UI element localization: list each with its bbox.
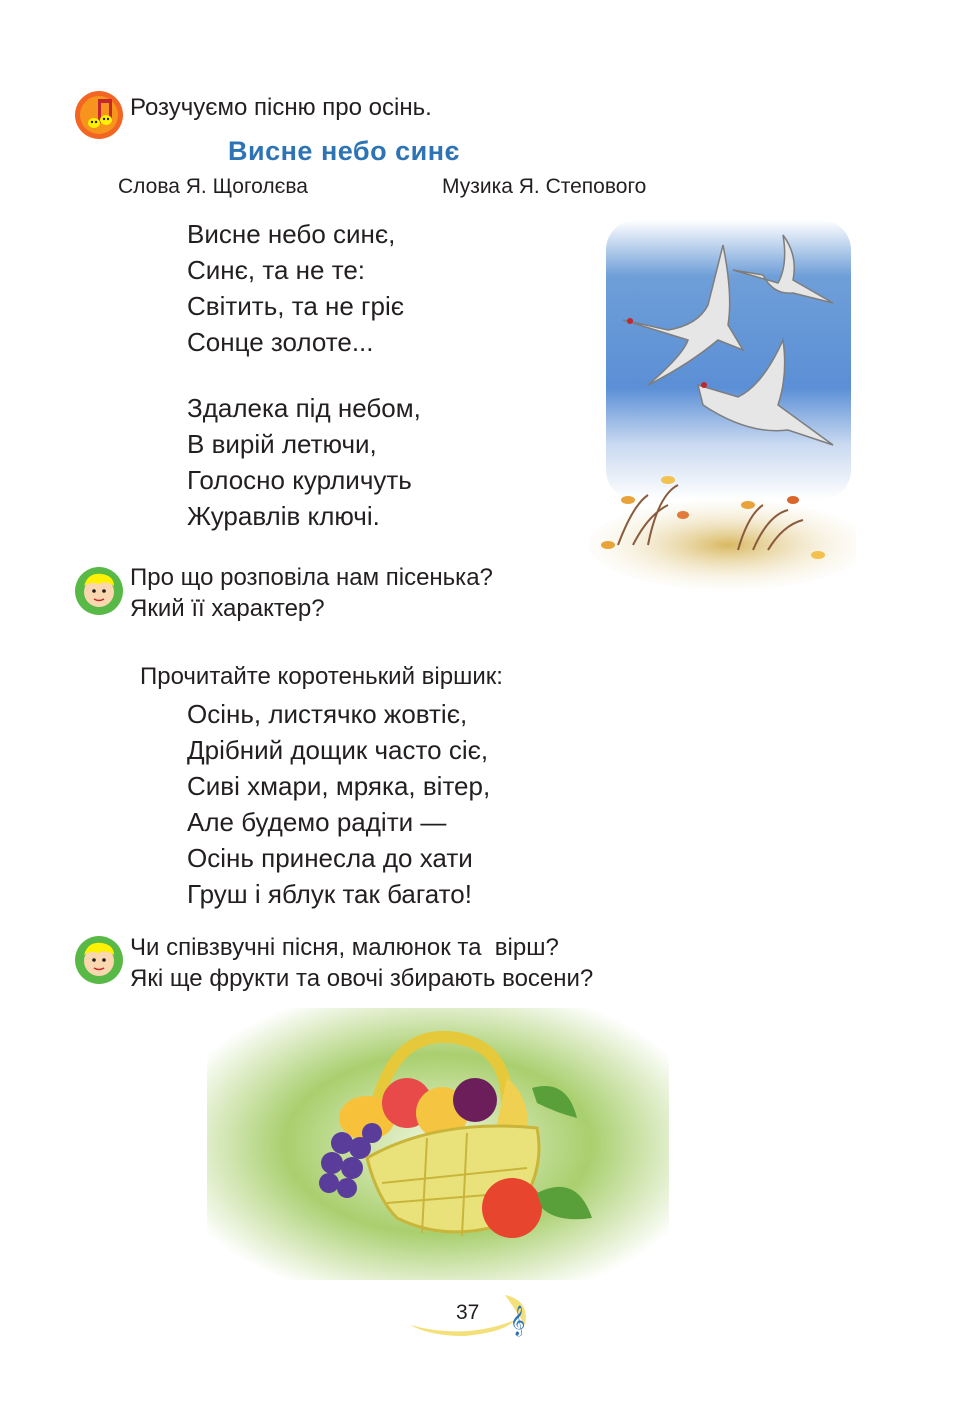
fruit-basket-illustration <box>207 1008 669 1280</box>
poem-line: Сиві хмари, мряка, вітер, <box>187 771 491 801</box>
treble-clef-icon: 𝄞 <box>510 1306 526 1336</box>
song-lyrics <box>187 216 421 534</box>
question-line: Який її характер? <box>130 595 325 622</box>
page-number: 37 <box>456 1301 480 1324</box>
question-line: Які ще фрукти та овочі збирають восени? <box>130 965 594 992</box>
poem-lines <box>187 696 490 912</box>
thinking-boy-icon <box>74 566 124 616</box>
thinking-boy-icon <box>74 935 124 985</box>
lyric-line: Журавлів ключі. <box>187 501 380 531</box>
lyric-line: В вирій летючи, <box>187 429 377 459</box>
lyric-line: Синє, та не те: <box>187 255 366 285</box>
cranes-illustration <box>588 215 856 590</box>
poem-intro: Прочитайте коротенький віршик: <box>140 663 503 690</box>
question-line: Чи співзвучні пісня, малюнок та вірш? <box>130 934 559 961</box>
question-2 <box>130 932 593 994</box>
music-credit: Музика Я. Степового <box>442 175 647 198</box>
lyric-line: Голосно курличуть <box>187 465 412 495</box>
poem-line: Але будемо радіти — <box>187 807 447 837</box>
lyric-line: Сонце золоте... <box>187 327 374 357</box>
poem-line: Осінь, листячко жовтіє, <box>187 699 468 729</box>
poem-line: Груш і яблук так багато! <box>187 879 472 909</box>
poem-line: Дрібний дощик часто сіє, <box>187 735 489 765</box>
words-credit: Слова Я. Щоголєва <box>118 175 308 198</box>
song-title: Висне небо синє <box>228 136 460 166</box>
lyric-line: Світить, та не гріє <box>187 291 405 321</box>
lyric-line: Здалека під небом, <box>187 393 421 423</box>
question-1 <box>130 562 493 624</box>
poem-line: Осінь принесла до хати <box>187 843 473 873</box>
music-notes-icon <box>74 90 124 140</box>
lyric-line: Висне небо синє, <box>187 219 396 249</box>
intro-text: Розучуємо пісню про осінь. <box>130 94 432 121</box>
question-line: Про що розповіла нам пісенька? <box>130 564 493 591</box>
